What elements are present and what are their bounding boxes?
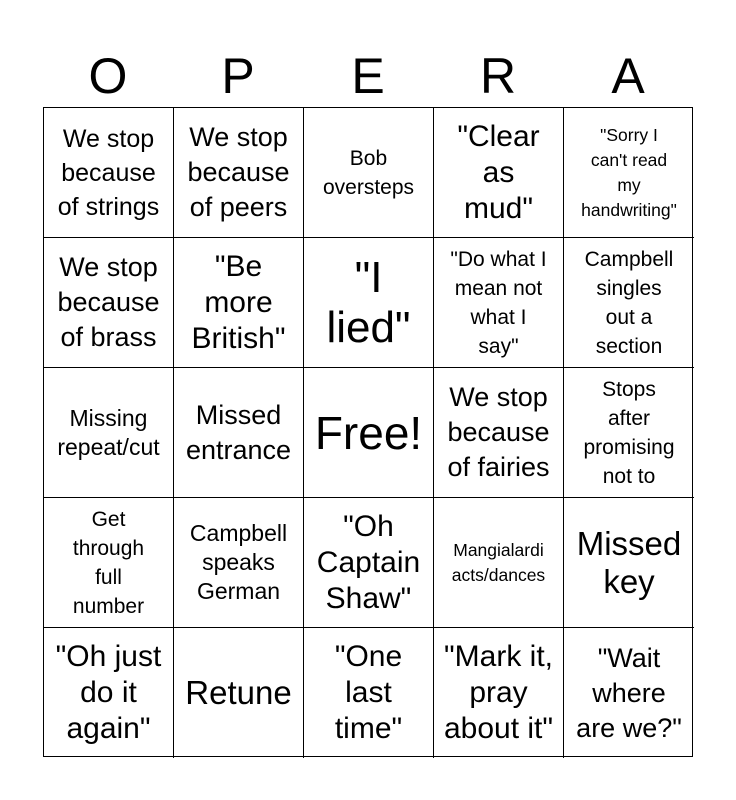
header-letter-p: P — [221, 48, 255, 104]
header-letter-a: A — [611, 48, 645, 104]
bingo-cell[interactable]: Mangialardi acts/dances — [434, 498, 564, 628]
bingo-cell[interactable]: We stop because of brass — [44, 238, 174, 368]
bingo-cell[interactable]: "Oh just do it again" — [44, 628, 174, 758]
header-letter-e: E — [351, 48, 385, 104]
bingo-cell[interactable]: We stop because of peers — [174, 108, 304, 238]
bingo-cell[interactable]: We stop because of strings — [44, 108, 174, 238]
bingo-cell[interactable]: Campbell speaks German — [174, 498, 304, 628]
bingo-cell[interactable]: Campbell singles out a section — [564, 238, 694, 368]
bingo-cell[interactable]: "Oh Captain Shaw" — [304, 498, 434, 628]
bingo-cell[interactable]: "Be more British" — [174, 238, 304, 368]
bingo-cell[interactable]: "One last time" — [304, 628, 434, 758]
bingo-cell[interactable]: Retune — [174, 628, 304, 758]
bingo-cell[interactable]: Missed key — [564, 498, 694, 628]
bingo-cell[interactable]: "Wait where are we?" — [576, 642, 682, 743]
bingo-board — [43, 107, 693, 757]
bingo-header — [43, 44, 693, 108]
bingo-cell[interactable]: "Do what I mean not what I say" — [434, 238, 564, 368]
bingo-cell[interactable]: "I lied" — [304, 238, 434, 368]
header-letter-r: R — [479, 48, 517, 104]
bingo-cell[interactable]: Missing repeat/cut — [44, 368, 174, 498]
bingo-cell[interactable]: Bob oversteps — [304, 108, 434, 238]
bingo-cell[interactable]: Get through full number — [44, 498, 174, 628]
bingo-cell[interactable]: We stop because of fairies — [434, 368, 564, 498]
bingo-cell[interactable]: "Mark it, pray about it" — [434, 628, 564, 758]
bingo-cell[interactable]: "Clear as mud" — [434, 108, 564, 238]
header-letter-o: O — [88, 48, 128, 104]
bingo-cell[interactable]: Missed entrance — [174, 368, 304, 498]
free-space[interactable]: Free! — [304, 368, 434, 498]
bingo-cell[interactable]: "Sorry I can't read my handwriting" — [564, 108, 694, 238]
bingo-cell[interactable]: Stops after promising not to — [564, 368, 694, 498]
